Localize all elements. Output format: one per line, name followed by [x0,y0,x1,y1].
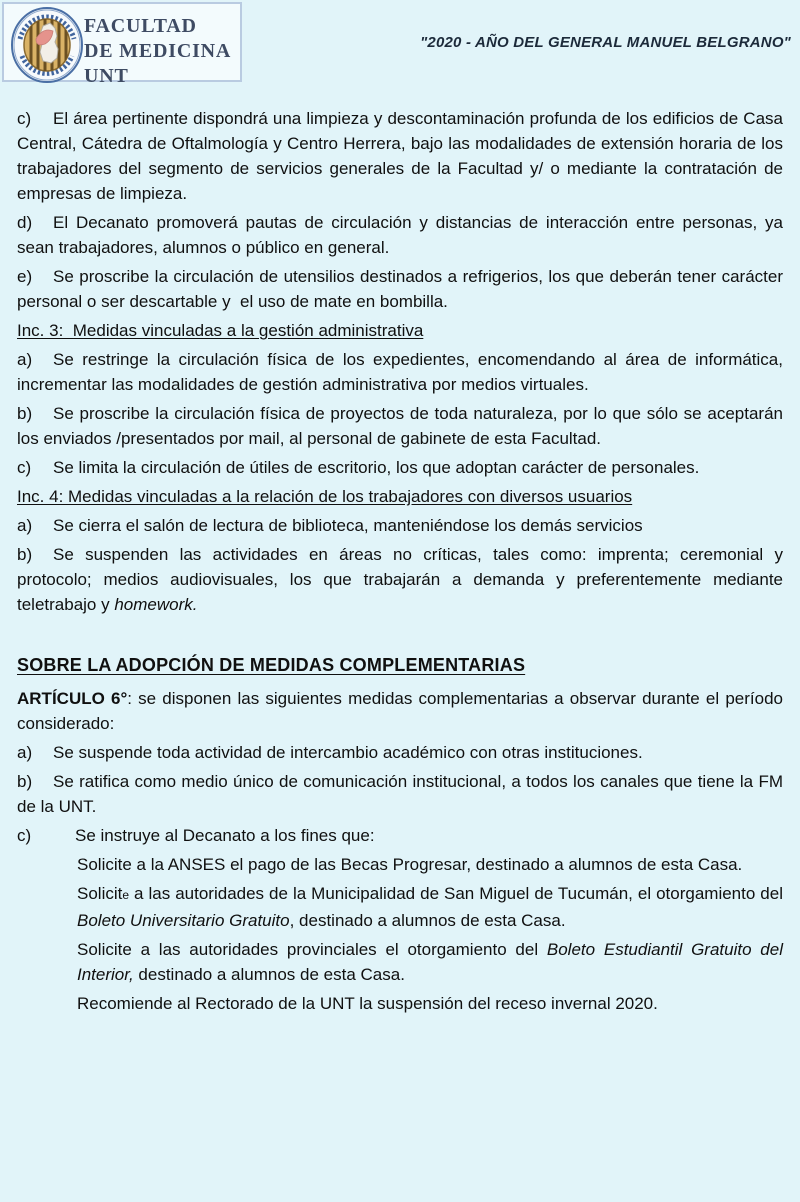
heading-inc3: Inc. 3: Medidas vinculadas a la gestión administrativa [17,321,424,340]
subitem-boleto-universitario [77,881,783,933]
heading-inc4: Inc. 4: Medidas vinculadas a la relación de los trabajadores con diversos usuarios [17,487,633,506]
item-text: Se proscribe la circulación de utensilios destinados a refrigerios, los que deberán tener carácter personal o ser descartable y el uso de mate en bombilla. [17,267,783,311]
subitem-text: Solicite a las autoridades provinciales el otorgamiento del [77,940,547,959]
item-inc4-a [17,513,783,538]
subitem-text: destinado a alumnos de esta Casa. [133,965,405,984]
item-text-italic: homework. [114,595,198,614]
wordmark-line-3: UNT [84,65,129,87]
item-text: Se ratifica como medio único de comunicación institucional, a todos los canales que tiene la FM de la UNT. [17,772,783,816]
item-text: El Decanato promoverá pautas de circulación y distancias de interacción entre personas, ya sean trabajadores, alumnos o público en general. [17,213,783,257]
item-text: Se limita la circulación de útiles de escritorio, los que adoptan carácter de personales. [53,458,700,477]
item-text: Se proscribe la circulación física de proyectos de toda naturaleza, por lo que sólo se aceptarán los enviados /presentados por mail, al personal de gabinete de esta Facultad. [17,404,783,448]
item-e-utensilios [17,264,783,314]
year-motto: "2020 - AÑO DEL GENERAL MANUEL BELGRANO" [420,34,791,51]
subitem-text: Solicite a la ANSES el pago de las Becas Progresar, destinado a alumnos de esta Casa. [77,855,743,874]
heading-medidas-complementarias: SOBRE LA ADOPCIÓN DE MEDIDAS COMPLEMENTARIAS [17,655,526,675]
item-label: b) [17,545,33,564]
item-text: El área pertinente dispondrá una limpieza y descontaminación profunda de los edificios de Casa Central, Cátedra de Oftalmología y Centro Herrera, bajo las modalidades de extensión horaria de los trabajadores del segmento de servicios generales de la Facultad y/ o mediante la contratación de empresas de limpieza. [17,109,783,203]
item-inc3-b [17,401,783,451]
articulo-label: ARTÍCULO 6° [17,689,128,708]
item-label: a) [17,350,33,369]
subitem-text: Solicit [77,884,123,903]
wordmark-line-1: FACULTAD [84,15,197,37]
item-text: Se instruye al Decanato a los fines que: [75,826,375,845]
subitem-text: , destinado a alumnos de esta Casa. [289,911,566,930]
subitem-small-letter: e [122,888,130,902]
item-inc4-b [17,542,783,617]
articulo-text: : se disponen las siguientes medidas complementarias a observar durante el período considerado: [17,689,783,733]
item-c-limpieza [17,106,783,206]
item-label: c) [17,826,32,845]
subitem-text-italic: Boleto Estudiantil Gratuito del Interior, [77,940,783,984]
item-d-circulacion [17,210,783,260]
item-art6-a [17,740,783,765]
wordmark-line-2: DE MEDICINA [84,40,232,62]
subitem-becas-progresar [77,852,783,877]
subitem-receso-invernal [77,991,783,1016]
item-label: c) [17,109,32,128]
item-inc3-a [17,347,783,397]
item-label: a) [17,516,33,535]
item-inc3-c [17,455,783,480]
item-text: Se restringe la circulación física de los expedientes, encomendando al área de informática, incrementar las modalidades de gestión administrativa por medios virtuales. [17,350,783,394]
item-label: c) [17,458,32,477]
item-label: e) [17,267,33,286]
subitem-text-italic: Boleto Universitario Gratuito [77,911,290,930]
subitem-boleto-estudiantil [77,937,783,987]
item-text: Se suspenden las actividades en áreas no críticas, tales como: imprenta; ceremonial y protocolo; medios audiovisuales, los que trabajarán a demanda y preferentemente mediante teletrabajo y [17,545,783,614]
item-text: Se suspende toda actividad de intercambio académico con otras instituciones. [53,743,643,762]
subitem-text: a las autoridades de la Municipalidad de San Miguel de Tucumán, el otorgamiento del [129,884,783,903]
item-label: d) [17,213,33,232]
item-label: b) [17,772,33,791]
paragraph-articulo-6 [17,686,783,736]
item-art6-b [17,769,783,819]
item-text: Se cierra el salón de lectura de biblioteca, manteniéndose los demás servicios [53,516,643,535]
item-label: b) [17,404,33,423]
subitem-text: Recomiende al Rectorado de la UNT la suspensión del receso invernal 2020. [77,994,658,1013]
item-label: a) [17,743,33,762]
item-art6-c [17,823,783,848]
